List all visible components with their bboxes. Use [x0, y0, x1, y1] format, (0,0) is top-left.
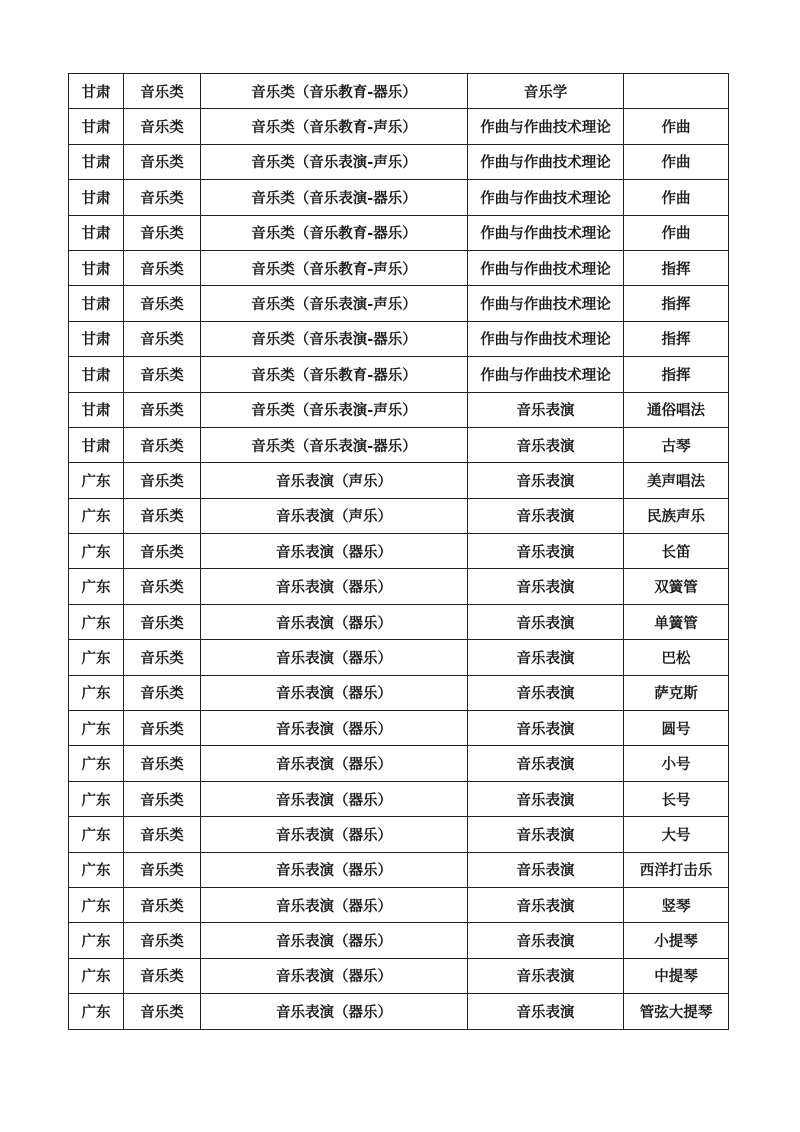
table-cell: 音乐类 [124, 534, 201, 569]
table-cell: 音乐类 [124, 109, 201, 144]
table-row [69, 463, 729, 498]
table-cell: 作曲 [624, 109, 729, 144]
table-row [69, 250, 729, 285]
table-row [69, 675, 729, 710]
table-cell: 音乐类（音乐表演-声乐） [201, 392, 468, 427]
table-cell: 音乐类（音乐表演-器乐） [201, 427, 468, 462]
table-cell: 音乐类 [124, 781, 201, 816]
table-cell: 广东 [69, 994, 124, 1029]
table-cell: 音乐类 [124, 250, 201, 285]
table-cell: 音乐类 [124, 321, 201, 356]
table-cell: 音乐类 [124, 463, 201, 498]
table-cell: 广东 [69, 711, 124, 746]
table-cell: 音乐类 [124, 711, 201, 746]
table-cell: 音乐表演 [468, 711, 624, 746]
table-row [69, 852, 729, 887]
table-cell: 作曲与作曲技术理论 [468, 321, 624, 356]
table-cell: 音乐表演 [468, 463, 624, 498]
table-cell: 音乐学 [468, 74, 624, 109]
table-cell: 音乐类 [124, 357, 201, 392]
table-row [69, 534, 729, 569]
table-cell: 音乐类 [124, 887, 201, 922]
table-cell: 音乐表演 [468, 887, 624, 922]
table-cell: 作曲与作曲技术理论 [468, 286, 624, 321]
table-row [69, 923, 729, 958]
table-cell: 音乐类（音乐表演-器乐） [201, 180, 468, 215]
table-cell: 音乐表演（器乐） [201, 852, 468, 887]
table-row [69, 817, 729, 852]
table-cell: 圆号 [624, 711, 729, 746]
table-cell: 音乐类 [124, 923, 201, 958]
table-cell: 作曲 [624, 215, 729, 250]
table-cell: 美声唱法 [624, 463, 729, 498]
table-cell: 指挥 [624, 286, 729, 321]
table-cell: 古琴 [624, 427, 729, 462]
table-cell: 中提琴 [624, 958, 729, 993]
table-cell: 音乐表演 [468, 781, 624, 816]
table-cell: 广东 [69, 958, 124, 993]
table-cell: 音乐类（音乐表演-器乐） [201, 321, 468, 356]
table-cell: 音乐类 [124, 392, 201, 427]
table-cell: 音乐类 [124, 180, 201, 215]
table-cell: 音乐类 [124, 675, 201, 710]
table-cell: 甘肃 [69, 357, 124, 392]
table-cell: 广东 [69, 604, 124, 639]
table-cell: 甘肃 [69, 109, 124, 144]
table-cell: 音乐表演 [468, 923, 624, 958]
table-cell: 广东 [69, 746, 124, 781]
table-cell: 作曲与作曲技术理论 [468, 215, 624, 250]
table-cell: 音乐类 [124, 215, 201, 250]
table-cell: 音乐类 [124, 746, 201, 781]
table-cell: 作曲与作曲技术理论 [468, 144, 624, 179]
table-cell: 西洋打击乐 [624, 852, 729, 887]
table-cell: 指挥 [624, 321, 729, 356]
table-row [69, 144, 729, 179]
table-cell: 小提琴 [624, 923, 729, 958]
table-row [69, 887, 729, 922]
table-cell: 双簧管 [624, 569, 729, 604]
table-cell: 音乐类 [124, 817, 201, 852]
table-cell: 通俗唱法 [624, 392, 729, 427]
table-cell: 音乐类 [124, 569, 201, 604]
table-row [69, 180, 729, 215]
table-cell: 管弦大提琴 [624, 994, 729, 1029]
table-cell: 音乐类（音乐表演-声乐） [201, 286, 468, 321]
table-cell: 音乐表演（声乐） [201, 498, 468, 533]
table-cell: 音乐表演 [468, 427, 624, 462]
table-cell: 音乐表演 [468, 604, 624, 639]
table-cell: 作曲 [624, 144, 729, 179]
table-cell: 作曲与作曲技术理论 [468, 180, 624, 215]
table-cell: 广东 [69, 781, 124, 816]
table-row [69, 498, 729, 533]
table-cell: 音乐表演（器乐） [201, 534, 468, 569]
table-cell: 甘肃 [69, 215, 124, 250]
table-cell: 长笛 [624, 534, 729, 569]
table-cell: 广东 [69, 534, 124, 569]
table-cell: 音乐类（音乐教育-声乐） [201, 109, 468, 144]
table-row [69, 427, 729, 462]
table-cell: 广东 [69, 463, 124, 498]
table-cell: 音乐表演 [468, 958, 624, 993]
table-cell: 音乐表演（器乐） [201, 887, 468, 922]
table-cell: 音乐表演 [468, 817, 624, 852]
table-cell: 广东 [69, 852, 124, 887]
table-row [69, 74, 729, 109]
table-cell: 音乐类 [124, 498, 201, 533]
table-cell: 音乐类 [124, 286, 201, 321]
table-cell: 音乐表演 [468, 534, 624, 569]
table-cell: 音乐类 [124, 604, 201, 639]
table-row [69, 958, 729, 993]
table-cell: 音乐类 [124, 852, 201, 887]
table-cell: 小号 [624, 746, 729, 781]
table-row [69, 994, 729, 1029]
table-cell: 广东 [69, 817, 124, 852]
table-row [69, 604, 729, 639]
table-cell: 音乐类 [124, 74, 201, 109]
table-row [69, 392, 729, 427]
table-cell: 单簧管 [624, 604, 729, 639]
table-cell: 音乐表演 [468, 498, 624, 533]
table-cell: 甘肃 [69, 286, 124, 321]
table-cell: 音乐表演 [468, 746, 624, 781]
table-cell: 甘肃 [69, 144, 124, 179]
table-cell: 广东 [69, 498, 124, 533]
table-cell: 音乐表演 [468, 852, 624, 887]
table-cell: 音乐表演（器乐） [201, 994, 468, 1029]
table-cell: 音乐表演（器乐） [201, 817, 468, 852]
table-cell: 作曲与作曲技术理论 [468, 109, 624, 144]
table-cell: 音乐类（音乐表演-声乐） [201, 144, 468, 179]
music-majors-table [68, 73, 729, 1030]
table-cell: 大号 [624, 817, 729, 852]
table-row [69, 640, 729, 675]
table-cell: 音乐类（音乐教育-器乐） [201, 215, 468, 250]
table-row [69, 109, 729, 144]
table-cell: 音乐类 [124, 144, 201, 179]
table-cell: 广东 [69, 923, 124, 958]
table-row [69, 746, 729, 781]
table-row [69, 357, 729, 392]
table-cell: 音乐表演 [468, 392, 624, 427]
table-cell: 音乐表演 [468, 675, 624, 710]
table-cell [624, 74, 729, 109]
table-cell: 音乐表演（器乐） [201, 675, 468, 710]
table-row [69, 711, 729, 746]
table-row [69, 321, 729, 356]
table-cell: 音乐表演（声乐） [201, 463, 468, 498]
table-cell: 音乐类（音乐教育-声乐） [201, 250, 468, 285]
table-cell: 广东 [69, 640, 124, 675]
table-cell: 甘肃 [69, 250, 124, 285]
table-cell: 巴松 [624, 640, 729, 675]
table-row [69, 215, 729, 250]
table-cell: 音乐表演（器乐） [201, 781, 468, 816]
table-cell: 音乐表演（器乐） [201, 923, 468, 958]
table-cell: 甘肃 [69, 180, 124, 215]
table-cell: 民族声乐 [624, 498, 729, 533]
table-row [69, 781, 729, 816]
table-cell: 作曲 [624, 180, 729, 215]
table-cell: 竖琴 [624, 887, 729, 922]
table-cell: 作曲与作曲技术理论 [468, 357, 624, 392]
table-cell: 音乐表演（器乐） [201, 604, 468, 639]
table-cell: 音乐类 [124, 640, 201, 675]
table-body [69, 74, 729, 1030]
table-cell: 萨克斯 [624, 675, 729, 710]
table-cell: 甘肃 [69, 392, 124, 427]
table-cell: 长号 [624, 781, 729, 816]
table-cell: 音乐类（音乐教育-器乐） [201, 74, 468, 109]
table-cell: 音乐表演（器乐） [201, 746, 468, 781]
table-cell: 音乐表演（器乐） [201, 640, 468, 675]
table-cell: 音乐表演（器乐） [201, 569, 468, 604]
table-cell: 广东 [69, 569, 124, 604]
table-cell: 音乐表演 [468, 994, 624, 1029]
table-cell: 作曲与作曲技术理论 [468, 250, 624, 285]
table-cell: 广东 [69, 675, 124, 710]
table-cell: 音乐表演（器乐） [201, 711, 468, 746]
table-cell: 指挥 [624, 250, 729, 285]
table-cell: 音乐类 [124, 958, 201, 993]
table-cell: 广东 [69, 887, 124, 922]
table-cell: 音乐类 [124, 427, 201, 462]
table-cell: 甘肃 [69, 427, 124, 462]
table-cell: 音乐类 [124, 994, 201, 1029]
table-cell: 音乐表演 [468, 640, 624, 675]
table-cell: 指挥 [624, 357, 729, 392]
table-cell: 音乐表演（器乐） [201, 958, 468, 993]
table-cell: 音乐类（音乐教育-器乐） [201, 357, 468, 392]
table-row [69, 286, 729, 321]
table-cell: 甘肃 [69, 321, 124, 356]
table-row [69, 569, 729, 604]
table-cell: 音乐表演 [468, 569, 624, 604]
table-cell: 甘肃 [69, 74, 124, 109]
